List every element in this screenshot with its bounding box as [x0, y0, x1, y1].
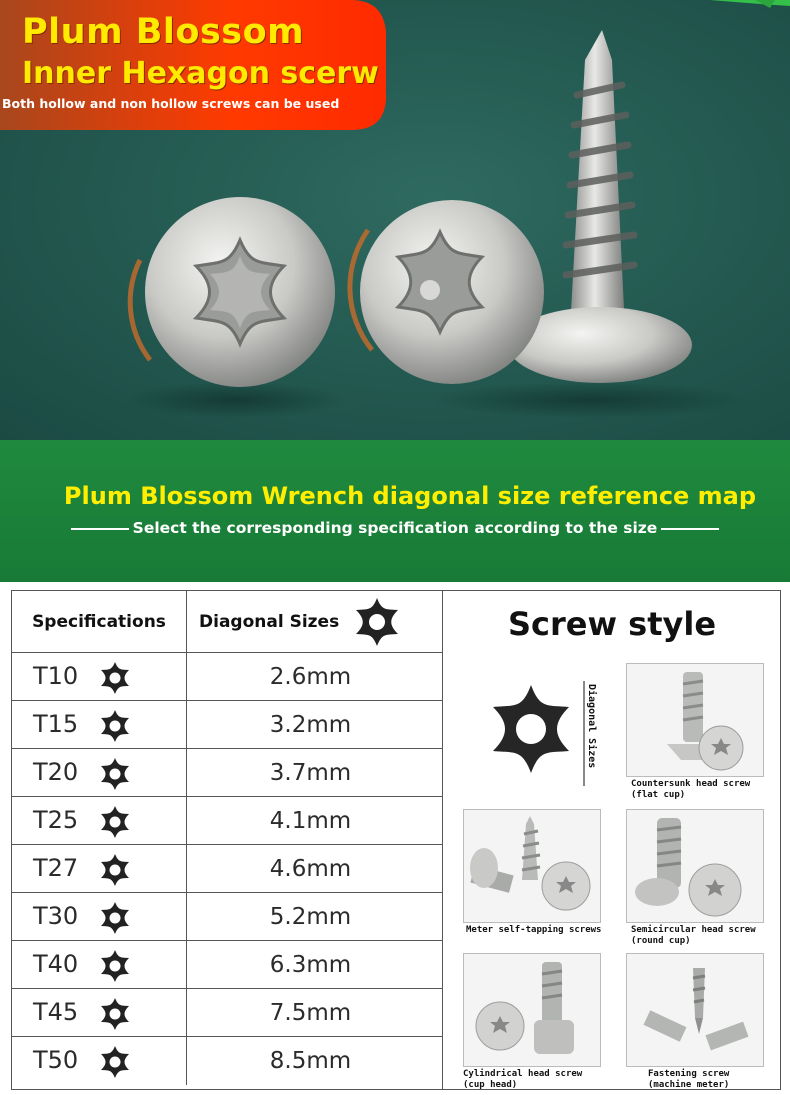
hero-title-line2: Inner Hexagon scerw: [22, 56, 379, 91]
table-row: [12, 893, 442, 941]
spec-label: T45: [33, 998, 79, 1026]
size-cell: 8.5mm: [269, 1048, 352, 1074]
countersunk-caption-2: (flat cup): [631, 790, 686, 800]
spec-cell: [12, 797, 187, 844]
screw-style-panel: [443, 590, 781, 1090]
size-cell: 3.2mm: [269, 712, 352, 738]
spec-label: T40: [33, 950, 79, 978]
countersunk-caption-1: Countersunk head screw: [631, 779, 751, 789]
table-row: [12, 845, 442, 893]
spec-cell: [12, 653, 187, 700]
table-row: [12, 749, 442, 797]
table-row: [12, 941, 442, 989]
semicircular-caption-1: Semicircular head screw: [631, 925, 756, 935]
header-specifications: [12, 591, 187, 653]
spec-cell: [12, 893, 187, 940]
fastening-caption-1: Fastening screw: [648, 1069, 730, 1079]
diagonal-label-text: Diagonal Sizes: [586, 684, 597, 769]
semicircular-caption-2: (round cup): [631, 936, 691, 946]
size-cell: 7.5mm: [269, 1000, 352, 1026]
spec-cell: [12, 989, 187, 1036]
cylindrical-caption-2: (cup head): [463, 1080, 518, 1090]
reference-subtitle: Select the corresponding specification according to the size: [132, 519, 658, 537]
header-diagonal-sizes: [187, 591, 442, 653]
torx-star-icon: [98, 853, 132, 887]
spec-cell: [12, 701, 187, 748]
table-row: [12, 1037, 442, 1085]
torx-star-large-icon: [485, 683, 577, 775]
fastening-image: [626, 953, 764, 1067]
spec-cell: [12, 749, 187, 796]
cylindrical-image: [463, 953, 601, 1067]
header-spec-label: Specifications: [32, 611, 166, 632]
semicircular-image: [626, 809, 764, 923]
torx-star-icon: [98, 757, 132, 791]
torx-star-icon: [98, 805, 132, 839]
table-row: [12, 989, 442, 1037]
spec-cell: [12, 941, 187, 988]
size-cell: 4.1mm: [269, 808, 352, 834]
spec-cell: [12, 1037, 187, 1085]
size-cell: 4.6mm: [269, 856, 352, 882]
size-cell: 2.6mm: [269, 664, 352, 690]
size-reference-table: [0, 582, 790, 1095]
countersunk-image: [626, 663, 764, 777]
torx-star-icon: [98, 949, 132, 983]
spec-label: T10: [33, 662, 79, 690]
torx-star-icon: [98, 661, 132, 695]
dash-right: [661, 528, 719, 530]
spec-label: T15: [33, 710, 79, 738]
spec-cell: [12, 845, 187, 892]
spec-label: T30: [33, 902, 79, 930]
hero-subtitle: Both hollow and non hollow screws can be used: [2, 96, 340, 111]
torx-star-icon: [98, 1045, 132, 1079]
meter-caption: Meter self-tapping screws: [466, 925, 602, 935]
spec-table: [11, 590, 443, 1090]
torx-star-icon: [98, 709, 132, 743]
size-cell: 5.2mm: [269, 904, 352, 930]
spec-label: T50: [33, 1046, 79, 1074]
reference-title: Plum Blossom Wrench diagonal size reference map: [63, 482, 757, 510]
title-banner: [0, 0, 388, 132]
hero-section: [0, 0, 790, 440]
reference-banner: [0, 440, 790, 582]
header-diag-label: Diagonal Sizes: [199, 611, 340, 632]
spec-label: T25: [33, 806, 79, 834]
spec-label: T27: [33, 854, 79, 882]
spec-label: T20: [33, 758, 79, 786]
fastening-caption-2: (machine meter): [648, 1080, 730, 1090]
table-row: [12, 653, 442, 701]
reference-subtitle-row: [0, 519, 790, 537]
meter-image: [463, 809, 601, 923]
size-cell: 6.3mm: [269, 952, 352, 978]
hero-title-line1: Plum Blossom: [22, 12, 305, 52]
table-row: [12, 701, 442, 749]
torx-star-icon: [98, 901, 132, 935]
cylindrical-caption-1: Cylindrical head screw: [463, 1069, 583, 1079]
torx-star-icon: [98, 997, 132, 1031]
size-cell: 3.7mm: [269, 760, 352, 786]
dash-left: [71, 528, 129, 530]
screw-style-title: Screw style: [507, 605, 717, 643]
torx-star-icon: [351, 596, 403, 648]
table-row: [12, 797, 442, 845]
diagonal-label: [583, 681, 601, 786]
